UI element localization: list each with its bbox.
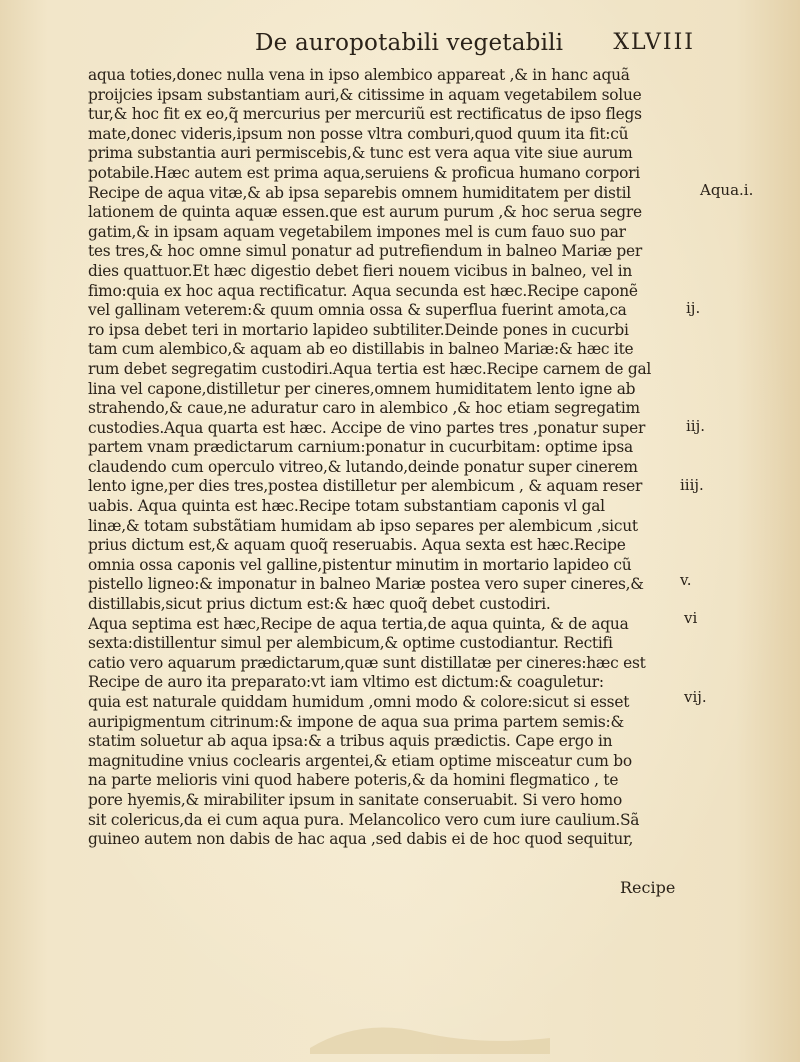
- text-line: catio vero aquarum prædictarum,quæ sunt distillatæ per cineres:hæc est: [88, 653, 646, 672]
- text-line: tes tres,& hoc omne simul ponatur ad putrefiendum in balneo Mariæ per: [88, 242, 642, 261]
- text-line: magnitudine vnius coclearis argentei,& etiam optime misceatur cum bo: [88, 751, 632, 770]
- text-line: lationem de quinta aquæ essen.que est aurum purum ,& hoc serua segre: [88, 203, 642, 222]
- text-line: tam cum alembico,& aquam ab eo distillabis in balneo Mariæ:& hæc ite: [88, 340, 634, 359]
- text-line: rum debet segregatim custodiri.Aqua tertia est hæc.Recipe carnem de gal: [88, 359, 652, 378]
- text-line: custodies.Aqua quarta est hæc. Accipe de vino partes tres ,ponatur super: [88, 418, 646, 437]
- text-line: ro ipsa debet teri in mortario lapideo subtiliter.Deinde pones in cucurbi: [88, 320, 629, 339]
- paper-stain: [300, 1008, 560, 1054]
- margin-note-iiii: iiij.: [680, 476, 704, 494]
- running-title: De auropotabili vegetabili: [255, 30, 564, 56]
- text-line: tur,& hoc fit ex eo,q̃ mercurius per mercuriũ est rectificatus de ipso flegs: [88, 105, 642, 124]
- margin-note-v: v.: [680, 571, 692, 589]
- margin-note-ii: ij.: [686, 299, 701, 317]
- text-line: mate,donec videris,ipsum non posse vltra comburi,quod quum ita fit:cũ: [88, 124, 629, 143]
- margin-note-aqua-i: Aqua.i.: [700, 181, 754, 199]
- margin-note-vii: vij.: [684, 688, 707, 706]
- folio-number: XLVIII: [613, 30, 695, 55]
- text-line: proijcies ipsam substantiam auri,& citissime in aquam vegetabilem solue: [88, 85, 642, 104]
- margin-note-vi: vi: [684, 609, 698, 627]
- text-line: statim soluetur ab aqua ipsa:& a tribus aquis prædictis. Cape ergo in: [88, 732, 613, 751]
- text-block: [88, 66, 680, 850]
- text-line: pistello ligneo:& imponatur in balneo Mariæ postea vero super cineres,&: [88, 575, 644, 594]
- text-line: Recipe de aqua vitæ,& ab ipsa separebis omnem humiditatem per distil: [88, 183, 631, 202]
- text-line: linæ,& totam substãtiam humidam ab ipso separes per alembicum ,sicut: [88, 516, 638, 535]
- text-line: uabis. Aqua quinta est hæc.Recipe totam substantiam caponis vl gal: [88, 497, 605, 516]
- text-line: Aqua septima est hæc,Recipe de aqua tertia,de aqua quinta, & de aqua: [88, 614, 629, 633]
- text-line: aqua toties,donec nulla vena in ipso alembico appareat ,& in hanc aquã: [88, 66, 630, 84]
- text-line: dies quattuor.Et hæc digestio debet fieri nouem vicibus in balneo, vel in: [88, 261, 633, 280]
- catchword: Recipe: [620, 878, 676, 897]
- text-line: Recipe de auro ita preparato:vt iam vltimo est dictum:& coaguletur:: [88, 673, 604, 692]
- page-header: [255, 30, 695, 60]
- text-line: sexta:distillentur simul per alembicum,& optime custodiantur. Rectifi: [88, 634, 613, 653]
- text-line: strahendo,& caue,ne aduratur caro in alembico ,& hoc etiam segregatim: [88, 399, 640, 418]
- text-line: fimo:quia ex hoc aqua rectificatur. Aqua secunda est hæc.Recipe caponẽ: [88, 281, 638, 300]
- text-line: gatim,& in ipsam aquam vegetabilem impones mel is cum fauo suo par: [88, 222, 626, 241]
- text-line: sit colericus,da ei cum aqua pura. Melancolico vero cum iure caulium.Sã: [88, 810, 640, 829]
- text-line: lento igne,per dies tres,postea distilletur per alembicum , & aquam reser: [88, 477, 643, 496]
- text-line: claudendo cum operculo vitreo,& lutando,deinde ponatur super cinerem: [88, 457, 638, 476]
- text-line: potabile.Hæc autem est prima aqua,seruiens & proficua humano corpori: [88, 163, 640, 182]
- text-line: pore hyemis,& mirabiliter ipsum in sanitate conseruabit. Si vero homo: [88, 790, 623, 809]
- margin-note-iii: iij.: [686, 417, 706, 435]
- text-line: omnia ossa caponis vel galline,pistentur minutim in mortario lapideo cũ: [88, 555, 632, 574]
- text-line: distillabis,sicut prius dictum est:& hæc quoq̃ debet custodiri.: [88, 595, 551, 614]
- text-line: prius dictum est,& aquam quoq̃ reseruabis. Aqua sexta est hæc.Recipe: [88, 536, 626, 555]
- text-line: prima substantia auri permiscebis,& tunc est vera aqua vite siue aurum: [88, 144, 633, 163]
- text-line: na parte melioris vini quod habere poteris,& da homini flegmatico , te: [88, 771, 619, 790]
- text-line: lina vel capone,distilletur per cineres,omnem humiditatem lento igne ab: [88, 379, 636, 398]
- text-line: quia est naturale quiddam humidum ,omni modo & colore:sicut si esset: [88, 693, 630, 711]
- text-line: vel gallinam veterem:& quum omnia ossa & superflua fuerint amota,ca: [88, 301, 627, 320]
- text-line: guineo autem non dabis de hac aqua ,sed dabis ei de hoc quod sequitur,: [88, 830, 634, 849]
- text-line: auripigmentum citrinum:& impone de aqua sua prima partem semis:&: [88, 712, 624, 731]
- text-line: partem vnam prædictarum carnium:ponatur in cucurbitam: optime ipsa: [88, 438, 633, 457]
